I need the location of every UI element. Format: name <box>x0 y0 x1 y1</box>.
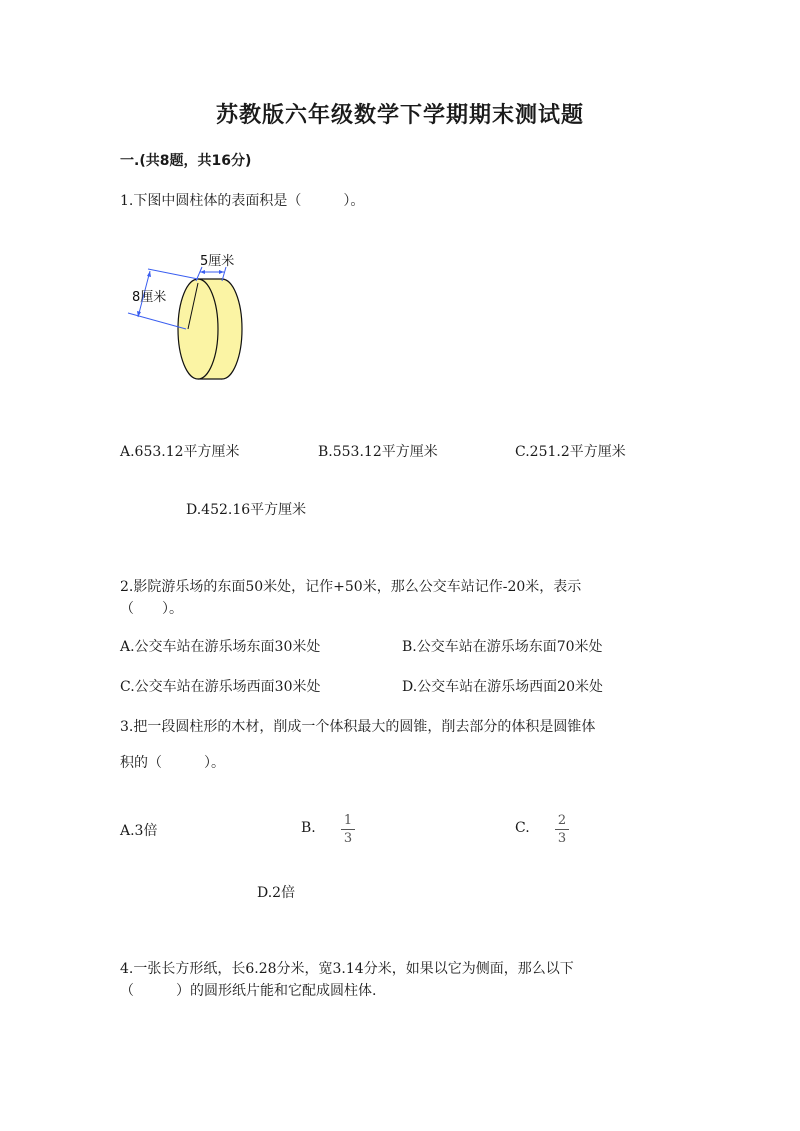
question-1-option-d[interactable]: D.452.16平方厘米 <box>186 502 307 518</box>
question-3-stem-line-1: 3.把一段圆柱形的木材，削成一个体积最大的圆锥，削去部分的体积是圆锥体 <box>120 719 596 735</box>
fraction-numerator: 2 <box>557 813 567 828</box>
diameter-arrow-top <box>147 271 151 277</box>
question-4-stem-line-1: 4.一张长方形纸，长6.28分米，宽3.14分米，如果以它为侧面，那么以下 <box>120 961 574 977</box>
fraction-bar <box>341 829 355 830</box>
diameter-label: 8厘米 <box>132 290 167 305</box>
question-2-option-b[interactable]: B.公交车站在游乐场东面70米处 <box>402 639 603 655</box>
diameter-extension-top <box>148 269 198 279</box>
question-2-option-c[interactable]: C.公交车站在游乐场西面30米处 <box>120 679 321 695</box>
question-3-option-c-label[interactable]: C. <box>515 820 530 836</box>
question-2-option-a[interactable]: A.公交车站在游乐场东面30米处 <box>120 639 321 655</box>
question-3-option-b-label[interactable]: B. <box>301 820 316 836</box>
question-2-stem-line-1: 2.影院游乐场的东面50米处，记作+50米，那么公交车站记作-20米，表示 <box>120 579 582 595</box>
question-3-stem-line-2: 积的（ ）。 <box>120 755 225 771</box>
question-3-option-b-fraction[interactable] <box>341 814 355 846</box>
cylinder-front-face <box>178 279 218 379</box>
question-3-option-a[interactable]: A.3倍 <box>120 823 158 839</box>
fraction-bar <box>555 829 569 830</box>
question-4-stem-line-2: （ ）的圆形纸片能和它配成圆柱体. <box>120 983 377 999</box>
question-1-option-b[interactable]: B.553.12平方厘米 <box>318 444 438 460</box>
question-2-stem-line-2: （ ）。 <box>120 601 183 617</box>
section-heading: 一.(共8题，共16分) <box>120 153 252 169</box>
fraction-denominator: 3 <box>557 831 567 846</box>
question-3-option-c-fraction[interactable] <box>555 814 569 846</box>
height-arrow-right <box>219 270 224 274</box>
question-3-option-d[interactable]: D.2倍 <box>257 885 296 901</box>
question-2-option-d[interactable]: D.公交车站在游乐场西面20米处 <box>402 679 603 695</box>
page-title: 苏教版六年级数学下学期期末测试题 <box>215 102 584 128</box>
diameter-extension-bottom <box>128 313 186 329</box>
fraction-numerator: 1 <box>343 813 353 828</box>
question-1-stem: 1.下图中圆柱体的表面积是（ ）。 <box>120 193 365 209</box>
question-1-option-c[interactable]: C.251.2平方厘米 <box>515 444 626 460</box>
fraction-denominator: 3 <box>343 831 353 846</box>
cylinder-figure <box>120 245 260 405</box>
height-label: 5厘米 <box>200 254 235 269</box>
question-1-option-a[interactable]: A.653.12平方厘米 <box>120 444 240 460</box>
